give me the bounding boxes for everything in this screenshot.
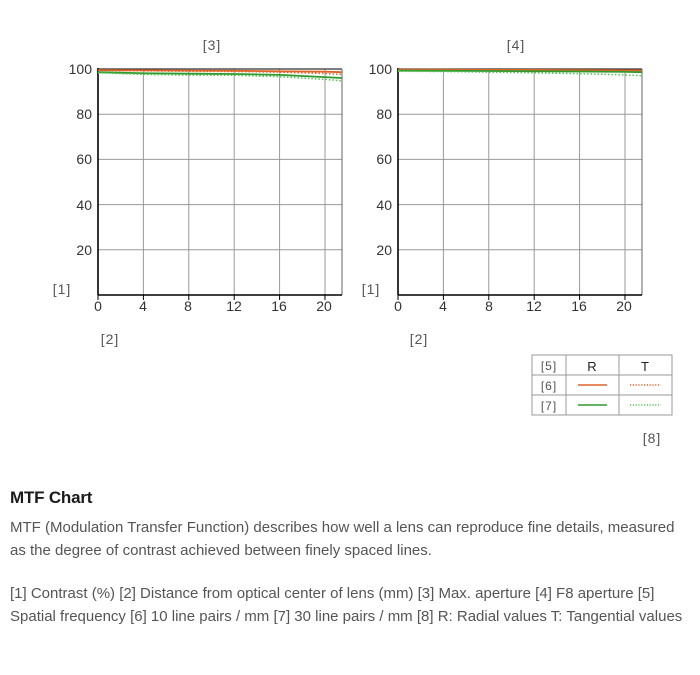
- x-tick-label: 4: [439, 298, 447, 314]
- legend-table: [532, 355, 672, 446]
- y-tick-label: 80: [376, 106, 392, 122]
- description-text: MTF (Modulation Transfer Function) describes how well a lens can reproduce fine details, measured as the degree of contrast achieved between finely spaced lines.: [10, 519, 675, 559]
- chart-left-grid: [98, 68, 342, 300]
- y-tick-label: 100: [68, 61, 92, 77]
- description-legend-text: [1] Contrast (%) [2] Distance from optical center of lens (mm) [3] Max. aperture [4] F8 aperture [5] Spatial frequency [6] 10 line pairs / mm [7] 30 line pairs / mm [8] R: Radial values T: Tangential values: [10, 585, 683, 625]
- x-tick-label: 8: [485, 298, 493, 314]
- y-tick-label: 80: [76, 106, 92, 122]
- legend-row1-label: [6]: [540, 379, 558, 393]
- chart-left-y-ticks: [69, 61, 93, 258]
- series-line-6-r: [98, 70, 342, 72]
- chart-right-y-axis-marker: [1]: [361, 281, 381, 297]
- chart-left: [53, 37, 342, 347]
- series-line-7-r: [398, 71, 642, 73]
- legend-row2-label: [7]: [540, 399, 558, 413]
- y-tick-label: 100: [368, 61, 392, 77]
- chart-left-series: [98, 70, 342, 81]
- x-tick-label: 8: [184, 298, 192, 314]
- legend-header-label: [5]: [540, 359, 558, 373]
- x-tick-label: 20: [616, 298, 632, 314]
- description-title: MTF Chart: [10, 488, 93, 507]
- x-tick-label: 12: [226, 298, 242, 314]
- y-tick-label: 40: [376, 197, 392, 213]
- chart-right-grid: [398, 68, 642, 300]
- chart-left-title: [3]: [202, 37, 222, 53]
- x-tick-label: 20: [316, 298, 332, 314]
- y-tick-label: 40: [76, 197, 92, 213]
- y-tick-label: 60: [376, 151, 392, 167]
- chart-left-x-ticks: [94, 298, 332, 314]
- chart-right-x-ticks: [394, 298, 632, 314]
- legend-col-r: R: [587, 359, 597, 374]
- y-tick-label: 20: [376, 242, 392, 258]
- description-section: [10, 488, 690, 628]
- chart-right-series: [398, 70, 642, 76]
- x-tick-label: 4: [139, 298, 147, 314]
- chart-right-x-axis-marker: [2]: [409, 331, 429, 347]
- x-tick-label: 12: [526, 298, 542, 314]
- chart-left-y-axis-marker: [1]: [52, 281, 72, 297]
- chart-left-x-axis-marker: [2]: [100, 331, 120, 347]
- y-tick-label: 60: [76, 151, 92, 167]
- x-tick-label: 16: [571, 298, 587, 314]
- x-tick-label: 16: [271, 298, 287, 314]
- y-tick-label: 20: [76, 242, 92, 258]
- chart-right-title: [4]: [506, 37, 526, 53]
- x-tick-label: 0: [94, 298, 102, 314]
- legend-corner-marker: [8]: [642, 430, 662, 446]
- chart-right-y-ticks: [369, 61, 393, 258]
- legend-col-t: T: [641, 359, 649, 374]
- x-tick-label: 0: [394, 298, 402, 314]
- chart-right: [362, 37, 642, 347]
